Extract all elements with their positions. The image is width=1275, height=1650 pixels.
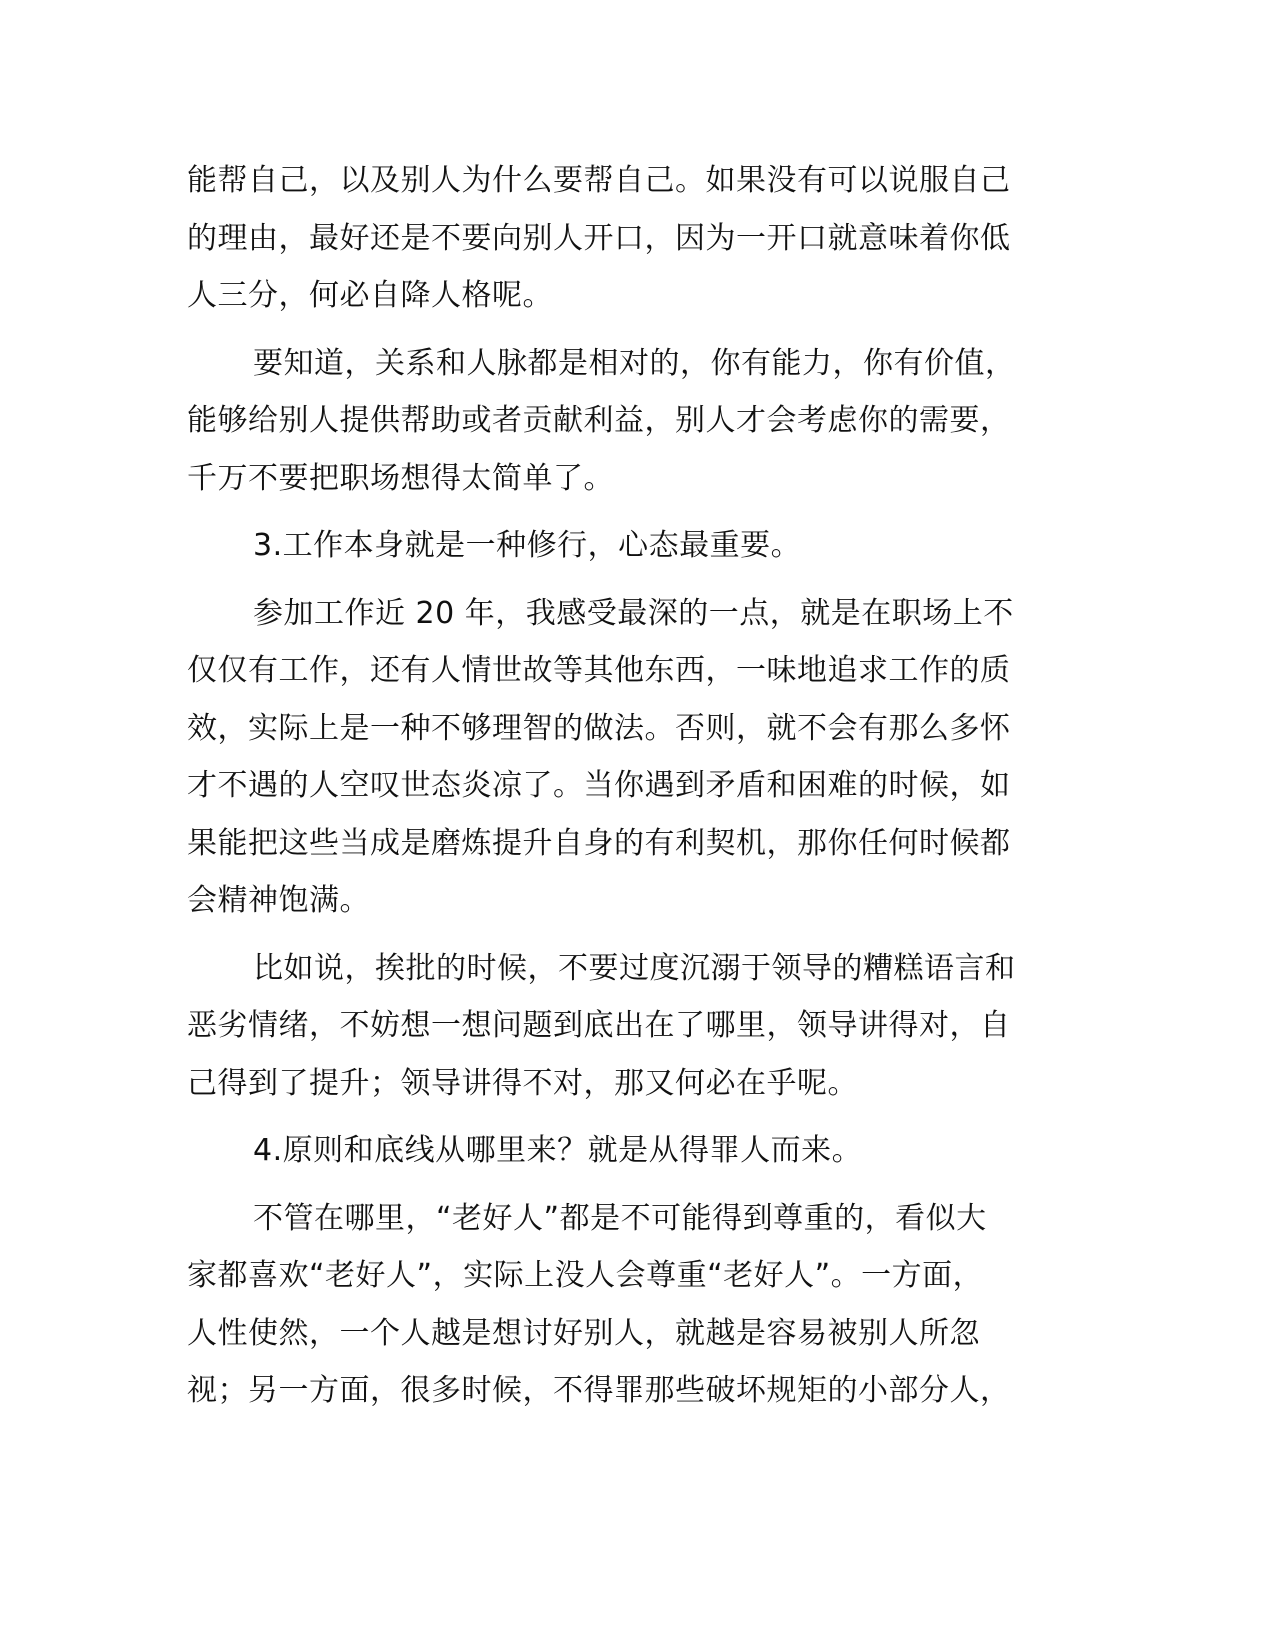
text-line: 人性使然，一个人越是想讨好别人，就越是容易被别人所忽 xyxy=(187,1315,980,1351)
text-line: 能帮自己，以及别人为什么要帮自己。如果没有可以说服自己 xyxy=(187,163,1011,198)
section-heading xyxy=(187,1122,1087,1180)
text-line: 3.工作本身就是一种修行，心态最重要。 xyxy=(253,528,802,563)
text-line: 比如说，挨批的时候，不要过度沉溺于领导的糟糕语言和 xyxy=(253,950,1016,986)
text-line: 要知道，关系和人脉都是相对的，你有能力，你有价值， xyxy=(253,345,1016,381)
section-heading xyxy=(187,517,1087,575)
text-line: 能够给别人提供帮助或者贡献利益，别人才会考虑你的需要， xyxy=(187,403,1011,438)
text-line: 4.原则和底线从哪里来？就是从得罪人而来。 xyxy=(253,1133,863,1168)
text-line: 果能把这些当成是磨炼提升自身的有利契机，那你任何时候都 xyxy=(187,825,1011,861)
text-line: 才不遇的人空叹世态炎凉了。当你遇到矛盾和困难的时候，如 xyxy=(187,768,1011,803)
text-line: 不管在哪里，“老好人”都是不可能得到尊重的，看似大 xyxy=(253,1200,987,1236)
paragraph xyxy=(187,1190,1087,1420)
text-line: 的理由，最好还是不要向别人开口，因为一开口就意味着你低 xyxy=(187,220,1011,256)
text-line: 会精神饱满。 xyxy=(187,883,370,918)
text-line: 仅仅有工作，还有人情世故等其他东西，一味地追求工作的质 xyxy=(187,653,1011,688)
text-line: 效，实际上是一种不够理智的做法。否则，就不会有那么多怀 xyxy=(187,710,1011,746)
text-line: 视；另一方面，很多时候，不得罪那些破坏规矩的小部分人， xyxy=(187,1373,1011,1408)
text-line: 己得到了提升；领导讲得不对，那又何必在乎呢。 xyxy=(187,1065,858,1101)
text-line: 人三分，何必自降人格呢。 xyxy=(187,278,553,313)
text-line: 恶劣情绪，不妨想一想问题到底出在了哪里，领导讲得对，自 xyxy=(187,1008,1011,1043)
text-line: 千万不要把职场想得太简单了。 xyxy=(187,460,614,496)
paragraph xyxy=(187,585,1087,930)
text-line: 参加工作近 20 年，我感受最深的一点，就是在职场上不 xyxy=(253,595,1014,631)
paragraph xyxy=(187,335,1087,508)
text-line: 家都喜欢“老好人”，实际上没人会尊重“老好人”。一方面， xyxy=(187,1258,984,1293)
paragraph xyxy=(187,152,1087,325)
paragraph xyxy=(187,940,1087,1113)
document-body xyxy=(187,152,1087,1430)
